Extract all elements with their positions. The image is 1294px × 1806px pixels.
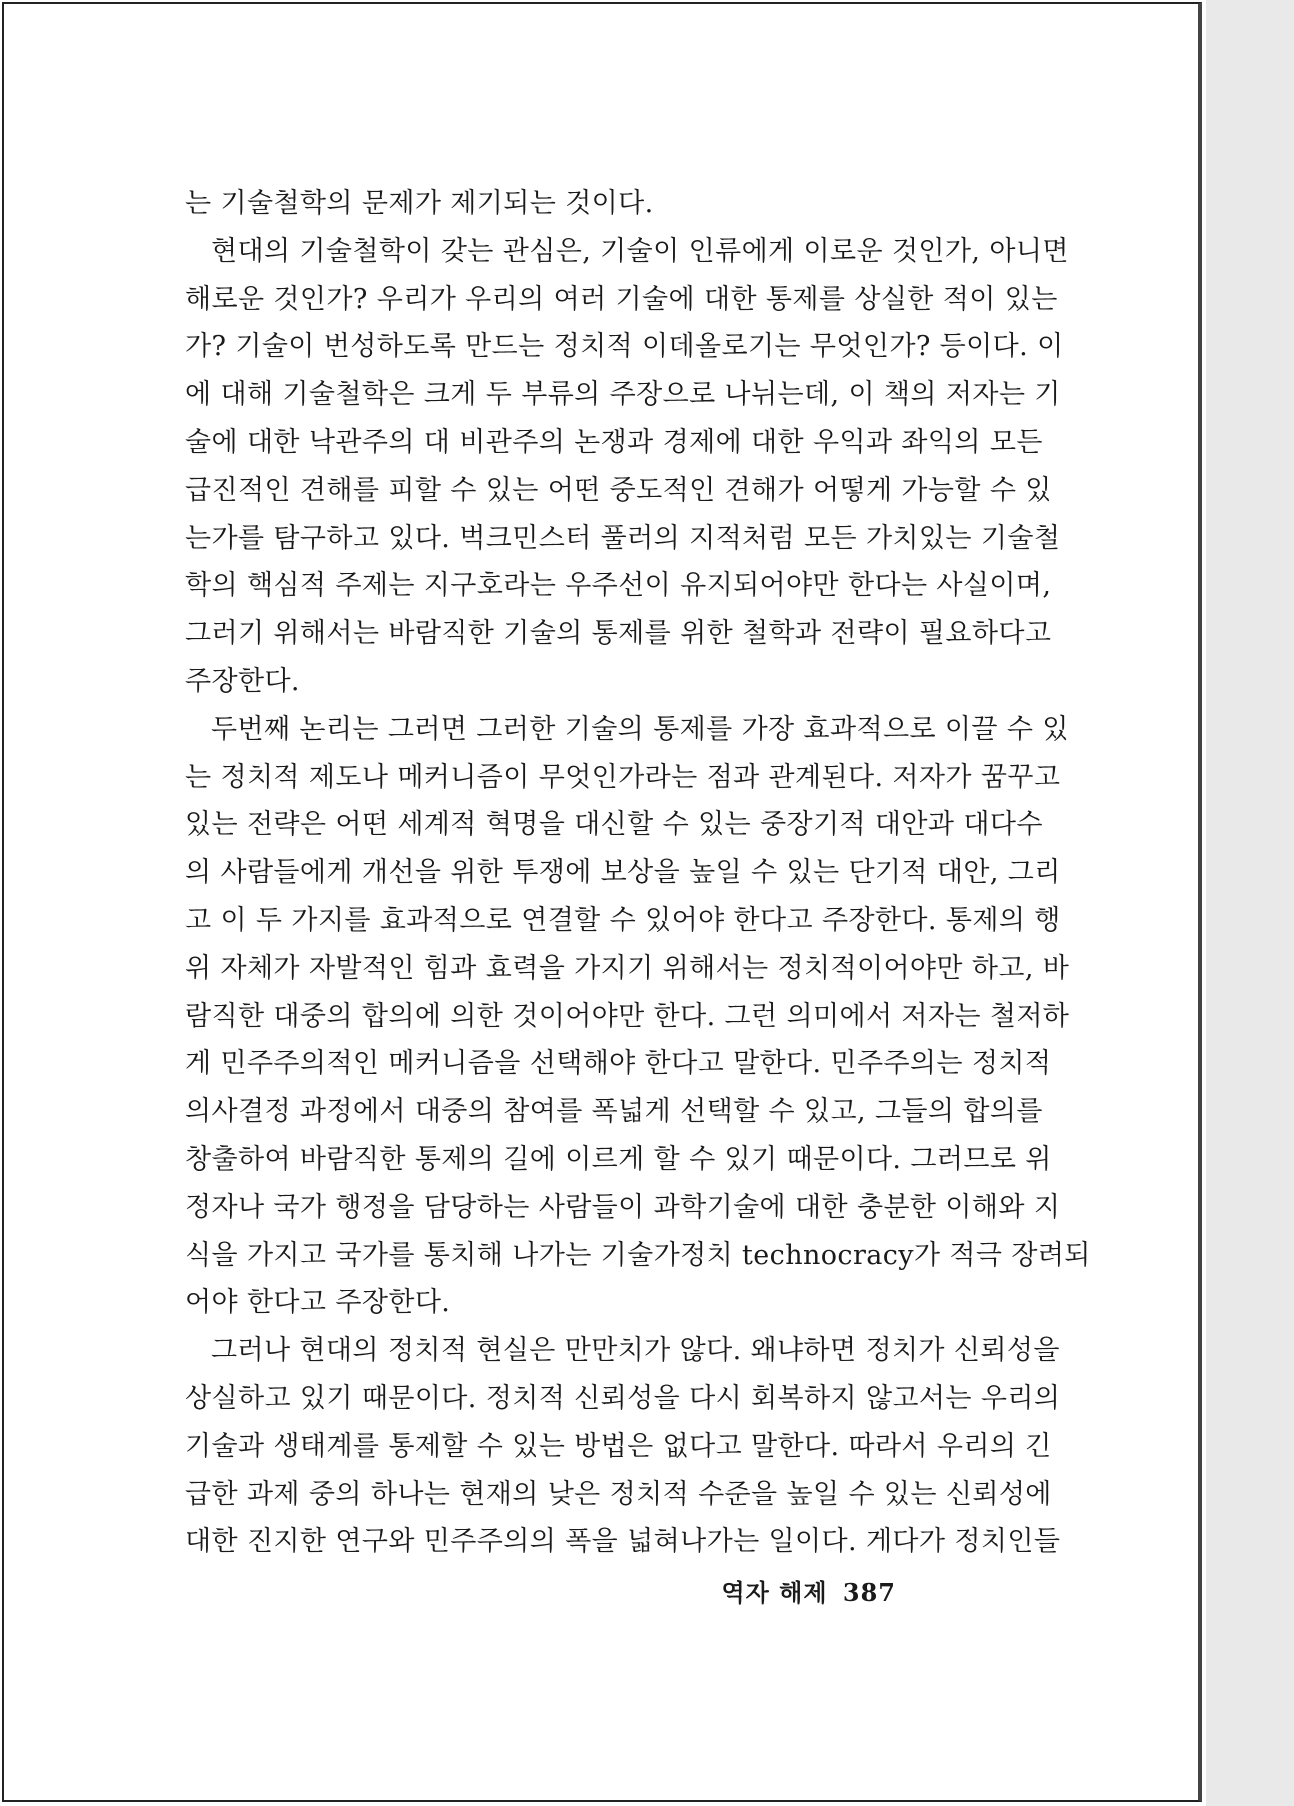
text-line: 어야 한다고 주장한다.	[185, 1287, 451, 1319]
text-line: 식을 가지고 국가를 통치해 나가는 기술가정치 technocracy가 적극 장려되	[185, 1239, 1091, 1271]
text-line: 술에 대한 낙관주의 대 비관주의 논쟁과 경제에 대한 우익과 좌익의 모든	[185, 426, 1043, 458]
text-line: 정자나 국가 행정을 담당하는 사람들이 과학기술에 대한 충분한 이해와 지	[185, 1191, 1061, 1223]
text-line: 기술과 생태계를 통제할 수 있는 방법은 없다고 말한다. 따라서 우리의 긴	[185, 1430, 1052, 1462]
text-line: 의 사람들에게 개선을 위한 투쟁에 보상을 높일 수 있는 단기적 대안, 그리	[185, 857, 1061, 889]
text-line: 창출하여 바람직한 통제의 길에 이르게 할 수 있기 때문이다. 그러므로 위	[185, 1143, 1052, 1175]
text-line: 두번째 논리는 그러면 그러한 기술의 통제를 가장 효과적으로 이끌 수 있	[211, 713, 1069, 745]
body-text	[185, 180, 1091, 1566]
text-line: 는가를 탐구하고 있다. 벅크민스터 풀러의 지적처럼 모든 가치있는 기술철	[185, 522, 1061, 554]
page-number: 387	[842, 1578, 896, 1607]
text-line: 의사결정 과정에서 대중의 참여를 폭넓게 선택할 수 있고, 그들의 합의를	[185, 1096, 1043, 1128]
page-footer	[715, 1573, 896, 1608]
text-line: 해로운 것인가? 우리가 우리의 여러 기술에 대한 통제를 상실한 적이 있는	[185, 283, 1058, 315]
text-line: 람직한 대중의 합의에 의한 것이어야만 한다. 그런 의미에서 저자는 철저하	[185, 1000, 1070, 1032]
book-page	[2, 2, 1202, 1802]
running-head: 역자 해제	[721, 1578, 828, 1607]
text-line: 에 대해 기술철학은 크게 두 부류의 주장으로 나뉘는데, 이 책의 저자는 기	[185, 379, 1061, 411]
text-line: 고 이 두 가지를 효과적으로 연결할 수 있어야 한다고 주장한다. 통제의 행	[185, 904, 1061, 936]
text-line: 상실하고 있기 때문이다. 정치적 신뢰성을 다시 회복하지 않고서는 우리의	[185, 1382, 1061, 1414]
text-line: 학의 핵심적 주제는 지구호라는 우주선이 유지되어야만 한다는 사실이며,	[185, 570, 1052, 602]
text-line: 그러기 위해서는 바람직한 기술의 통제를 위한 철학과 전략이 필요하다고	[185, 618, 1052, 650]
text-line: 는 정치적 제도나 메커니즘이 무엇인가라는 점과 관계된다. 저자가 꿈꾸고	[185, 761, 1061, 793]
viewer-gutter	[1206, 0, 1294, 1806]
text-line: 가? 기술이 번성하도록 만드는 정치적 이데올로기는 무엇인가? 등이다. 이	[185, 331, 1064, 363]
text-line: 그러나 현대의 정치적 현실은 만만치가 않다. 왜냐하면 정치가 신뢰성을	[211, 1335, 1060, 1367]
text-line: 위 자체가 자발적인 힘과 효력을 가지기 위해서는 정치적이어야만 하고, 바	[185, 952, 1070, 984]
text-line: 있는 전략은 어떤 세계적 혁명을 대신할 수 있는 중장기적 대안과 대다수	[185, 809, 1043, 841]
text-line: 는 기술철학의 문제가 제기되는 것이다.	[185, 188, 654, 219]
text-line: 현대의 기술철학이 갖는 관심은, 기술이 인류에게 이로운 것인가, 아니면	[211, 235, 1069, 267]
text-line: 주장한다.	[185, 665, 300, 697]
text-line: 게 민주주의적인 메커니즘을 선택해야 한다고 말한다. 민주주의는 정치적	[185, 1048, 1052, 1080]
text-line: 급한 과제 중의 하나는 현재의 낮은 정치적 수준을 높일 수 있는 신뢰성에	[185, 1478, 1052, 1510]
text-line: 대한 진지한 연구와 민주주의의 폭을 넓혀나가는 일이다. 게다가 정치인들	[185, 1526, 1061, 1558]
text-line: 급진적인 견해를 피할 수 있는 어떤 중도적인 견해가 어떻게 가능할 수 있	[185, 474, 1052, 506]
